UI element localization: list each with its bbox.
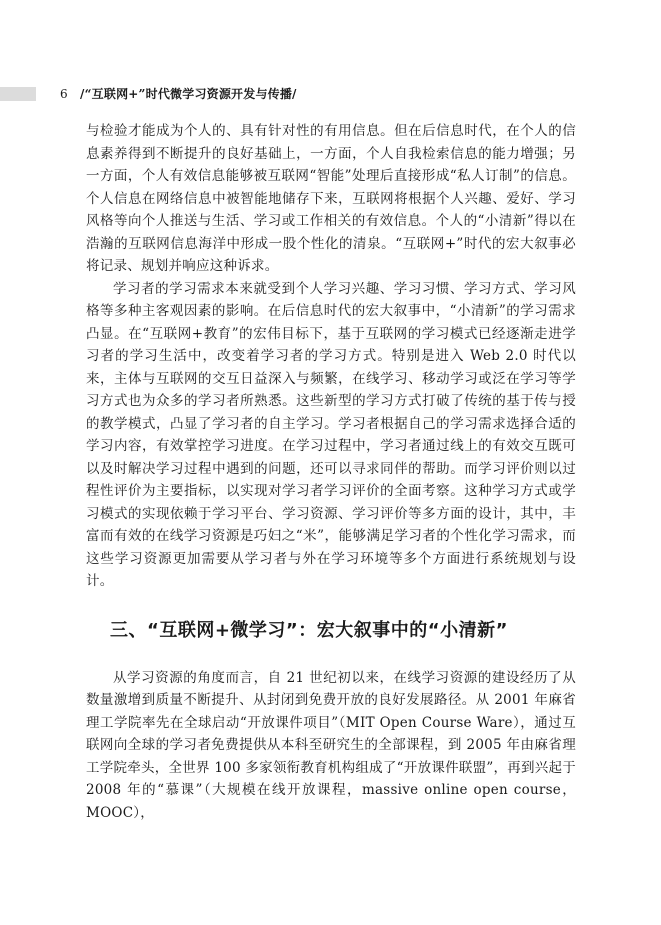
- paragraph-learning-resources: 从学习资源的角度而言，自 21 世纪初以来，在线学习资源的建设经历了从数量激增到质量不断提升、从封闭到免费开放的良好发展路径。从 2001 年麻省理工学院率先在全球启动“开放课件项目”（MIT Open Course Ware），通过互联网向全球的学习者免费提供从本科至研究生的全部课程，到 2005 年由麻省理工学院牵头，全世界 100 多家领衔教育机构组成了“开放课件联盟”，再到兴起于 2008 年的“慕课”（大规模在线开放课程，massive online open course，MOOC），: [86, 669, 576, 821]
- section-heading: 三、“互联网+微学习”：宏大叙事中的“小清新”: [110, 619, 508, 641]
- paragraph-learner-needs: 学习者的学习需求本来就受到个人学习兴趣、学习习惯、学习方式、学习风格等多种主客观因素的影响。在后信息时代的宏大叙事中，“小清新”的学习需求凸显。在“互联网+教育”的宏伟目标下，基于互联网的学习模式已经逐渐走进学习者的学习生活中，改变着学习者的学习方式。特别是进入 Web 2.0 时代以来，主体与互联网的交互日益深入与频繁，在线学习、移动学习或泛在学习等学习方式也为众多的学习者所熟悉。这些新型的学习方式打破了传统的基于传与授的教学模式，凸显了学习者的自主学习。学习者根据自己的学习需求选择合适的学习内容，有效掌控学习进度。在学习过程中，学习者通过线上的有效交互既可以及时解决学习过程中遇到的问题，还可以寻求同伴的帮助。而学习评价则以过程性评价为主要指标，以实现对学习者学习评价的全面考察。这种学习方式或学习模式的实现依赖于学习平台、学习资源、学习评价等多方面的设计，其中，丰富而有效的在线学习资源是巧妇之“米”，能够满足学习者的个性化学习需求，而这些学习资源更加需要从学习者与外在学习环境等多个方面进行系统规划与设计。: [86, 280, 576, 589]
- paragraph-continued: 与检验才能成为个人的、具有针对性的有用信息。但在后信息时代，在个人的信息素养得到不断提升的良好基础上，一方面，个人自我检索信息的能力增强；另一方面，个人有效信息能够被互联网“智能”处理后直接形成“私人订制”的信息。个人信息在网络信息中被智能地储存下来，互联网将根据个人兴趣、爱好、学习风格等向个人推送与生活、学习或工作相关的有效信息。个人的“小清新”得以在浩瀚的互联网信息海洋中形成一股个性化的清泉。“互联网+”时代的宏大叙事必将记录、规划并响应这种诉求。: [86, 123, 576, 274]
- header-gray-bar: [0, 87, 36, 101]
- page-number: 6: [60, 87, 68, 101]
- running-title: /“互联网+”时代微学习资源开发与传播/: [80, 87, 297, 101]
- page-content: [86, 120, 576, 824]
